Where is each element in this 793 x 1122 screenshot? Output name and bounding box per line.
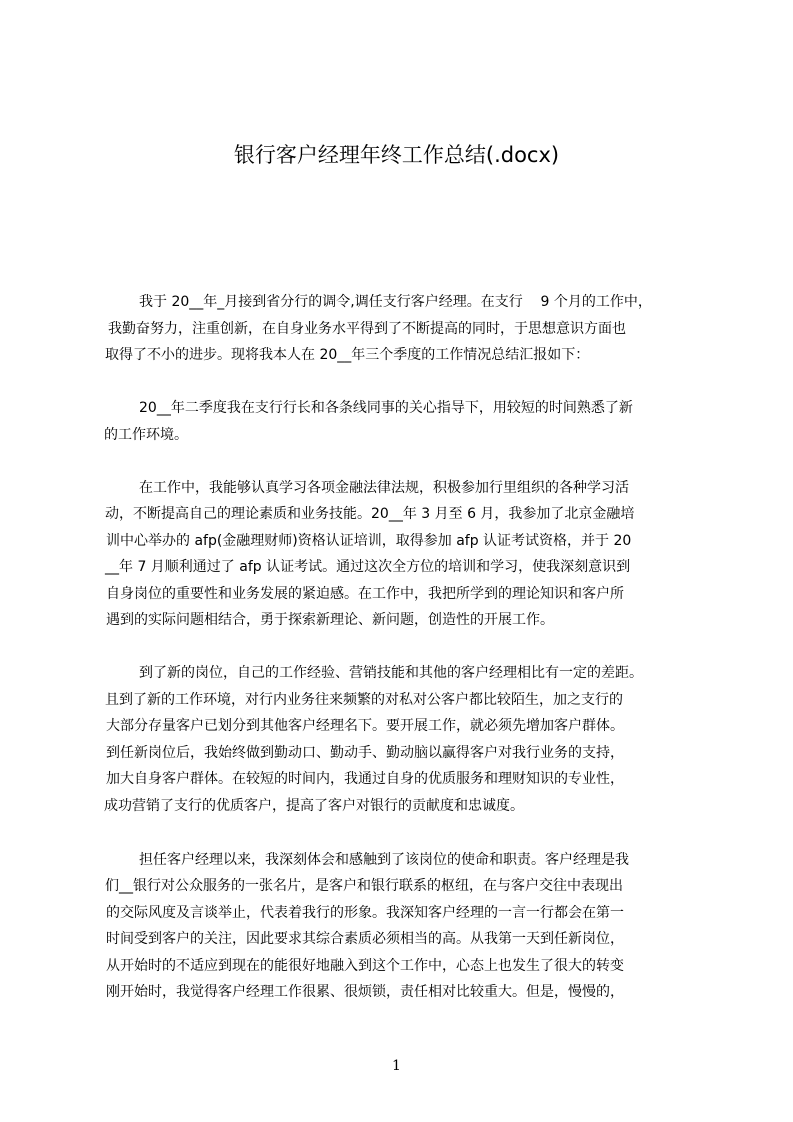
text-line: 大部分存量客户已划分到其他客户经理名下。要开展工作，就必须先增加客户群体。 bbox=[106, 718, 624, 734]
text-line: 到任新岗位后，我始终做到勤动口、勤动手、勤动脑以赢得客户对我行业务的支持， bbox=[106, 745, 624, 761]
text-line: 担任客户经理以来，我深刻体会和感触到了该岗位的使命和职责。客户经理是我 bbox=[139, 852, 629, 868]
text-line: 自身岗位的重要性和业务发展的紧迫感。在工作中，我把所学到的理论知识和客户所 bbox=[106, 586, 624, 602]
text-line: 20__年二季度我在支行行长和各条线同事的关心指导下，用较短的时间熟悉了新 bbox=[139, 400, 633, 416]
text-line: 训中心举办的 afp(金融理财师)资格认证培训，取得参加 afp 认证考试资格，并于 20 bbox=[106, 533, 632, 549]
text-line: 遇到的实际问题相结合，勇于探索新理论、新问题，创造性的开展工作。 bbox=[106, 612, 554, 628]
document-title: 银行客户经理年终工作总结(.docx) bbox=[233, 143, 560, 167]
text-line: 时间受到客户的关注，因此要求其综合素质必须相当的高。从我第一天到任新岗位， bbox=[106, 931, 624, 947]
text-line: 刚开始时，我觉得客户经理工作很累、很烦锁，责任相对比较重大。但是，慢慢的， bbox=[106, 984, 624, 1000]
text-line: 我于 20__年_月接到省分行的调令,调任支行客户经理。在支行 9 个月的工作中， bbox=[139, 294, 652, 310]
page-number: 1 bbox=[392, 1058, 401, 1074]
text-line: 成功营销了支行的优质客户，提高了客户对银行的贡献度和忠诚度。 bbox=[104, 798, 524, 814]
text-line: 取得了不小的进步。现将我本人在 20__年三个季度的工作情况总结汇报如下： bbox=[105, 347, 590, 363]
text-line: 我勤奋努力，注重创新，在自身业务水平得到了不断提高的同时，于思想意识方面也 bbox=[108, 321, 626, 337]
text-line: 加大自身客户群体。在较短的时间内，我通过自身的优质服务和理财知识的专业性， bbox=[106, 771, 624, 787]
text-line: 的工作环境。 bbox=[104, 427, 188, 443]
text-line: 且到了新的工作环境，对行内业务往来频繁的对私对公客户都比较陌生，加之支行的 bbox=[105, 692, 623, 708]
text-line: 在工作中，我能够认真学习各项金融法律法规，积极参加行里组织的各种学习活 bbox=[139, 480, 629, 496]
text-line: 动，不断提高自己的理论素质和业务技能。20__年 3 月至 6 月，我参加了北京金融培 bbox=[105, 506, 635, 522]
text-line: 从开始时的不适应到现在的能很好地融入到这个工作中，心态上也发生了很大的转变 bbox=[106, 958, 624, 974]
text-line: 的交际风度及言谈举止，代表着我行的形象。我深知客户经理的一言一行都会在第一 bbox=[106, 905, 624, 921]
text-line: __年 7 月顺利通过了 afp 认证考试。通过这次全方位的培训和学习，使我深刻意识到 bbox=[105, 559, 631, 575]
text-line: 们__银行对公众服务的一张名片，是客户和银行联系的枢纽，在与客户交往中表现出 bbox=[105, 878, 623, 894]
text-line: 到了新的岗位，自己的工作经验、营销技能和其他的客户经理相比有一定的差距。 bbox=[139, 665, 643, 681]
